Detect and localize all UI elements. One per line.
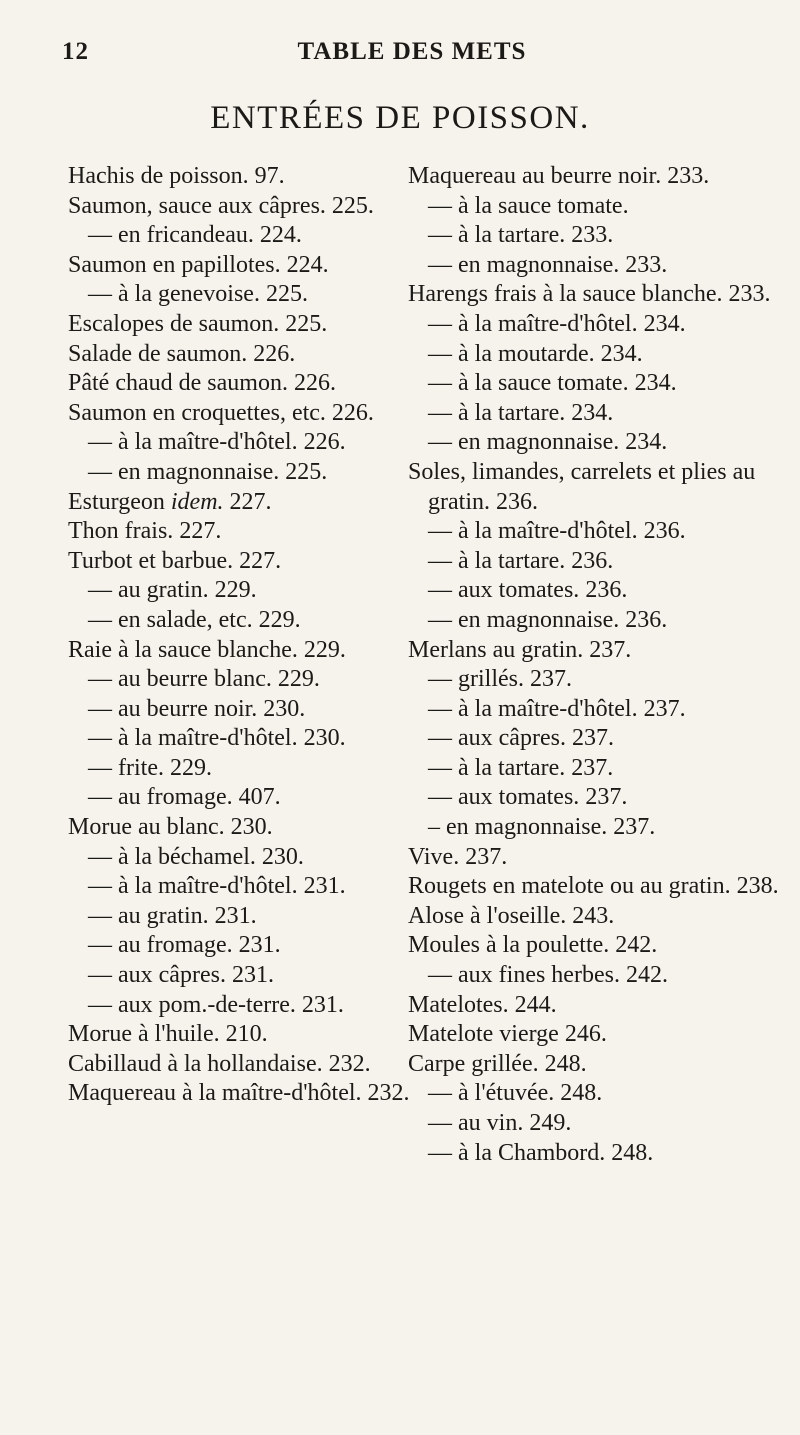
entry-page-ref: 238. <box>736 873 779 900</box>
entry-page-ref: 237. <box>530 666 572 693</box>
entry-label: Saumon, sauce aux câpres. <box>68 192 326 219</box>
entry-label: Maquereau au beurre noir. <box>408 163 662 189</box>
entry-page-ref: 229. <box>214 577 257 604</box>
index-entry <box>408 665 780 695</box>
entry-page-ref: 234. <box>600 340 643 367</box>
entry-label: Saumon en croquettes, etc. <box>68 399 326 426</box>
entry-page-ref: 236. <box>625 606 668 633</box>
entry-label: — au beurre blanc. <box>88 666 272 693</box>
index-entry <box>68 902 413 932</box>
entry-page-ref: 407. <box>238 784 281 811</box>
entry-label: — à la maître-d'hôtel. <box>88 873 298 900</box>
entry-label: Carpe grillée. <box>408 1050 539 1077</box>
index-entry <box>408 280 780 310</box>
entry-label: — en magnonnaise. <box>428 429 620 456</box>
entry-page-ref: 97. <box>254 163 285 189</box>
entry-page-ref: 225. <box>285 310 328 337</box>
entry-page-ref: 233. <box>667 163 710 189</box>
entry-page-ref: 243. <box>572 902 615 929</box>
entry-label: Esturgeon <box>68 488 165 515</box>
entry-label: Matelote vierge <box>408 1021 559 1048</box>
entry-label: — au vin. <box>428 1110 524 1136</box>
index-entry <box>68 192 413 222</box>
index-entry <box>68 754 413 784</box>
entry-page-ref: 234. <box>571 399 614 426</box>
entry-page-ref: 234. <box>634 370 677 397</box>
entry-page-ref: 237. <box>643 695 686 722</box>
entry-page-ref: 226. <box>253 340 296 367</box>
index-entry <box>68 813 413 843</box>
index-column-left <box>68 162 413 1109</box>
entry-label: Rougets en matelote ou au gratin. <box>408 873 731 900</box>
index-entry <box>408 724 780 754</box>
entry-page-ref: 227. <box>229 488 272 515</box>
entry-page-ref: 232. <box>367 1080 410 1107</box>
entry-label: — à la tartare. <box>428 754 566 781</box>
entry-label: Raie à la sauce blanche. <box>68 636 298 663</box>
entry-label: Saumon en papillotes. <box>68 251 281 278</box>
index-entry <box>68 369 413 399</box>
entry-page-ref: 225. <box>285 458 328 485</box>
entry-page-ref: 230. <box>263 695 306 722</box>
entry-page-ref: 237. <box>585 784 628 811</box>
entry-label: — au gratin. <box>88 577 209 604</box>
entry-label: Salade de saumon. <box>68 340 248 367</box>
entry-page-ref: 210. <box>225 1021 268 1048</box>
entry-label: — à la tartare. <box>428 222 566 249</box>
entry-label: — en magnonnaise. <box>88 458 280 485</box>
index-entry <box>408 813 780 843</box>
entry-page-ref: 231. <box>301 991 344 1018</box>
entry-label: Morue à l'huile. <box>68 1021 220 1048</box>
running-head <box>62 38 762 72</box>
entry-label: — à la béchamel. <box>88 843 256 870</box>
entry-label: — à la genevoise. <box>88 281 260 308</box>
entry-page-ref: 248. <box>560 1080 603 1107</box>
entry-label: — aux tomates. <box>428 577 580 604</box>
index-entry <box>68 517 413 547</box>
entry-label: — en magnonnaise. <box>428 251 620 278</box>
entry-page-ref: 226. <box>303 429 346 456</box>
index-entry <box>68 724 413 754</box>
entry-page-ref: 225. <box>265 281 308 308</box>
index-entry <box>68 340 413 370</box>
entry-page-ref: 237. <box>571 754 614 781</box>
index-entry <box>68 488 413 518</box>
entry-label: Pâté chaud de saumon. <box>68 370 288 397</box>
index-entry <box>68 162 413 192</box>
entry-label: — à la maître-d'hôtel. <box>428 695 638 722</box>
index-entry <box>68 783 413 813</box>
entry-label: — à la tartare. <box>428 547 566 574</box>
index-entry <box>408 458 780 517</box>
entry-page-ref: 242. <box>625 962 668 989</box>
entry-page-ref: 236. <box>585 577 628 604</box>
index-entry <box>68 428 413 458</box>
index-entry <box>68 991 413 1021</box>
entry-page-ref: 230. <box>261 843 304 870</box>
entry-page-ref: 234. <box>625 429 668 456</box>
entry-label: — à la moutarde. <box>428 340 595 367</box>
index-entry <box>68 1050 413 1080</box>
entry-label: — à la maître-d'hôtel. <box>88 429 298 456</box>
index-entry <box>408 221 780 251</box>
entry-label: Morue au blanc. <box>68 814 225 841</box>
index-entry <box>408 547 780 577</box>
entry-page-ref: 236. <box>643 518 686 545</box>
entry-label: Vive. <box>408 843 460 870</box>
index-entry <box>408 576 780 606</box>
running-title: TABLE DES METS <box>297 38 527 65</box>
entry-page-ref: 248. <box>611 1139 654 1166</box>
entry-page-ref: 246. <box>564 1021 607 1048</box>
index-entry <box>68 931 413 961</box>
index-entry <box>408 902 780 932</box>
index-entry <box>68 606 413 636</box>
index-entry <box>408 991 780 1021</box>
index-entry <box>68 843 413 873</box>
index-entry <box>408 636 780 666</box>
entry-page-ref: 233. <box>728 281 771 308</box>
index-entry <box>68 872 413 902</box>
entry-label: — au beurre noir. <box>88 695 258 722</box>
entry-label: — à la tartare. <box>428 399 566 426</box>
entry-label: Thon frais. <box>68 518 174 545</box>
entry-page-ref: 231. <box>303 873 346 900</box>
index-entry <box>408 931 780 961</box>
index-entry <box>68 695 413 725</box>
entry-label: — au gratin. <box>88 902 209 929</box>
page-number: 12 <box>62 38 89 65</box>
entry-label: Cabillaud à la hollandaise. <box>68 1050 323 1077</box>
index-entry <box>68 1079 413 1109</box>
entry-label: — grillés. <box>428 666 524 693</box>
entry-page-ref: 232. <box>328 1050 371 1077</box>
index-entry <box>408 695 780 725</box>
index-entry <box>68 665 413 695</box>
entry-page-ref: 237. <box>589 636 632 663</box>
index-entry <box>408 517 780 547</box>
entry-page-ref: 229. <box>277 666 320 693</box>
index-entry <box>68 310 413 340</box>
entry-label: Turbot et barbue. <box>68 547 234 574</box>
index-entry <box>408 251 780 281</box>
entry-label: – en magnonnaise. <box>428 814 608 841</box>
section-title: ENTRÉES DE POISSON. <box>210 100 590 136</box>
entry-page-ref: 229. <box>258 606 301 633</box>
index-entry <box>408 192 780 222</box>
index-entry <box>68 576 413 606</box>
index-entry <box>408 783 780 813</box>
entry-label: Escalopes de saumon. <box>68 310 280 337</box>
index-column-right <box>408 162 780 1168</box>
index-entry <box>408 428 780 458</box>
index-entry <box>408 369 780 399</box>
entry-label: — frite. <box>88 754 164 781</box>
entry-page-ref: 226. <box>293 370 336 397</box>
entry-label: — aux câpres. <box>88 962 226 989</box>
index-entry <box>68 1020 413 1050</box>
entry-label: — aux tomates. <box>428 784 580 811</box>
entry-label: Merlans au gratin. <box>408 636 584 663</box>
entry-label: Hachis de poisson. <box>68 163 249 189</box>
index-entry <box>408 1050 780 1080</box>
entry-label: — au fromage. <box>88 932 233 959</box>
entry-label: — à la sauce tomate. <box>428 370 629 397</box>
entry-page-ref: 237. <box>465 843 508 870</box>
index-entry <box>408 1109 780 1139</box>
entry-label: — à l'étuvée. <box>428 1080 555 1107</box>
entry-page-ref: 226. <box>331 399 374 426</box>
entry-page-ref: 227. <box>239 547 282 574</box>
index-entry <box>68 251 413 281</box>
entry-label: — en fricandeau. <box>88 222 254 249</box>
index-entry <box>68 221 413 251</box>
entry-page-ref: 230. <box>230 814 273 841</box>
index-entry <box>68 636 413 666</box>
entry-page-ref: 224. <box>259 222 302 249</box>
index-entry <box>68 280 413 310</box>
entry-label: — en salade, etc. <box>88 606 253 633</box>
entry-label: — à la sauce tomate. <box>428 192 629 219</box>
entry-label: Maquereau à la maître-d'hôtel. <box>68 1080 362 1107</box>
entry-page-ref: 231. <box>231 962 274 989</box>
index-entry <box>68 547 413 577</box>
index-entry <box>408 754 780 784</box>
entry-italic: idem. <box>164 488 224 515</box>
index-entry <box>408 606 780 636</box>
entry-page-ref: 234. <box>643 310 686 337</box>
entry-page-ref: 233. <box>571 222 614 249</box>
entry-page-ref: 249. <box>529 1110 572 1136</box>
entry-label: — aux fines herbes. <box>428 962 620 989</box>
entry-label: Matelotes. <box>408 991 509 1018</box>
index-entry <box>408 961 780 991</box>
index-entry <box>408 340 780 370</box>
entry-page-ref: 237. <box>571 725 614 752</box>
entry-label: — aux câpres. <box>428 725 566 752</box>
index-entry <box>408 872 780 902</box>
entry-page-ref: 236. <box>495 488 538 515</box>
entry-label: — en magnonnaise. <box>428 606 620 633</box>
entry-page-ref: 231. <box>214 902 257 929</box>
entry-page-ref: 230. <box>303 725 346 752</box>
index-entry <box>408 1079 780 1109</box>
entry-label: Soles, limandes, carrelets et plies au gratin. <box>408 458 756 515</box>
entry-page-ref: 227. <box>179 518 222 545</box>
entry-label: — à la maître-d'hôtel. <box>428 518 638 545</box>
entry-page-ref: 244. <box>514 991 557 1018</box>
entry-page-ref: 242. <box>615 932 658 959</box>
entry-label: — à la maître-d'hôtel. <box>428 310 638 337</box>
entry-label: Alose à l'oseille. <box>408 902 567 929</box>
entry-label: — à la maître-d'hôtel. <box>88 725 298 752</box>
entry-label: — à la Chambord. <box>428 1139 606 1166</box>
index-entry <box>408 1020 780 1050</box>
entry-label: Harengs frais à la sauce blanche. <box>408 281 723 308</box>
entry-page-ref: 229. <box>303 636 346 663</box>
index-entry <box>68 458 413 488</box>
entry-label: — au fromage. <box>88 784 233 811</box>
entry-page-ref: 248. <box>544 1050 587 1077</box>
entry-page-ref: 233. <box>625 251 668 278</box>
index-entry <box>408 399 780 429</box>
index-entry <box>408 1139 780 1169</box>
entry-page-ref: 237. <box>613 814 656 841</box>
entry-page-ref: 229. <box>169 754 212 781</box>
index-entry <box>408 843 780 873</box>
entry-label: Moules à la poulette. <box>408 932 610 959</box>
entry-page-ref: 225. <box>331 192 374 219</box>
entry-label: — aux pom.-de-terre. <box>88 991 296 1018</box>
index-entry <box>68 961 413 991</box>
entry-page-ref: 231. <box>238 932 281 959</box>
index-entry <box>408 162 780 192</box>
index-entry <box>68 399 413 429</box>
entry-page-ref: 224. <box>286 251 329 278</box>
index-entry <box>408 310 780 340</box>
entry-page-ref: 236. <box>571 547 614 574</box>
